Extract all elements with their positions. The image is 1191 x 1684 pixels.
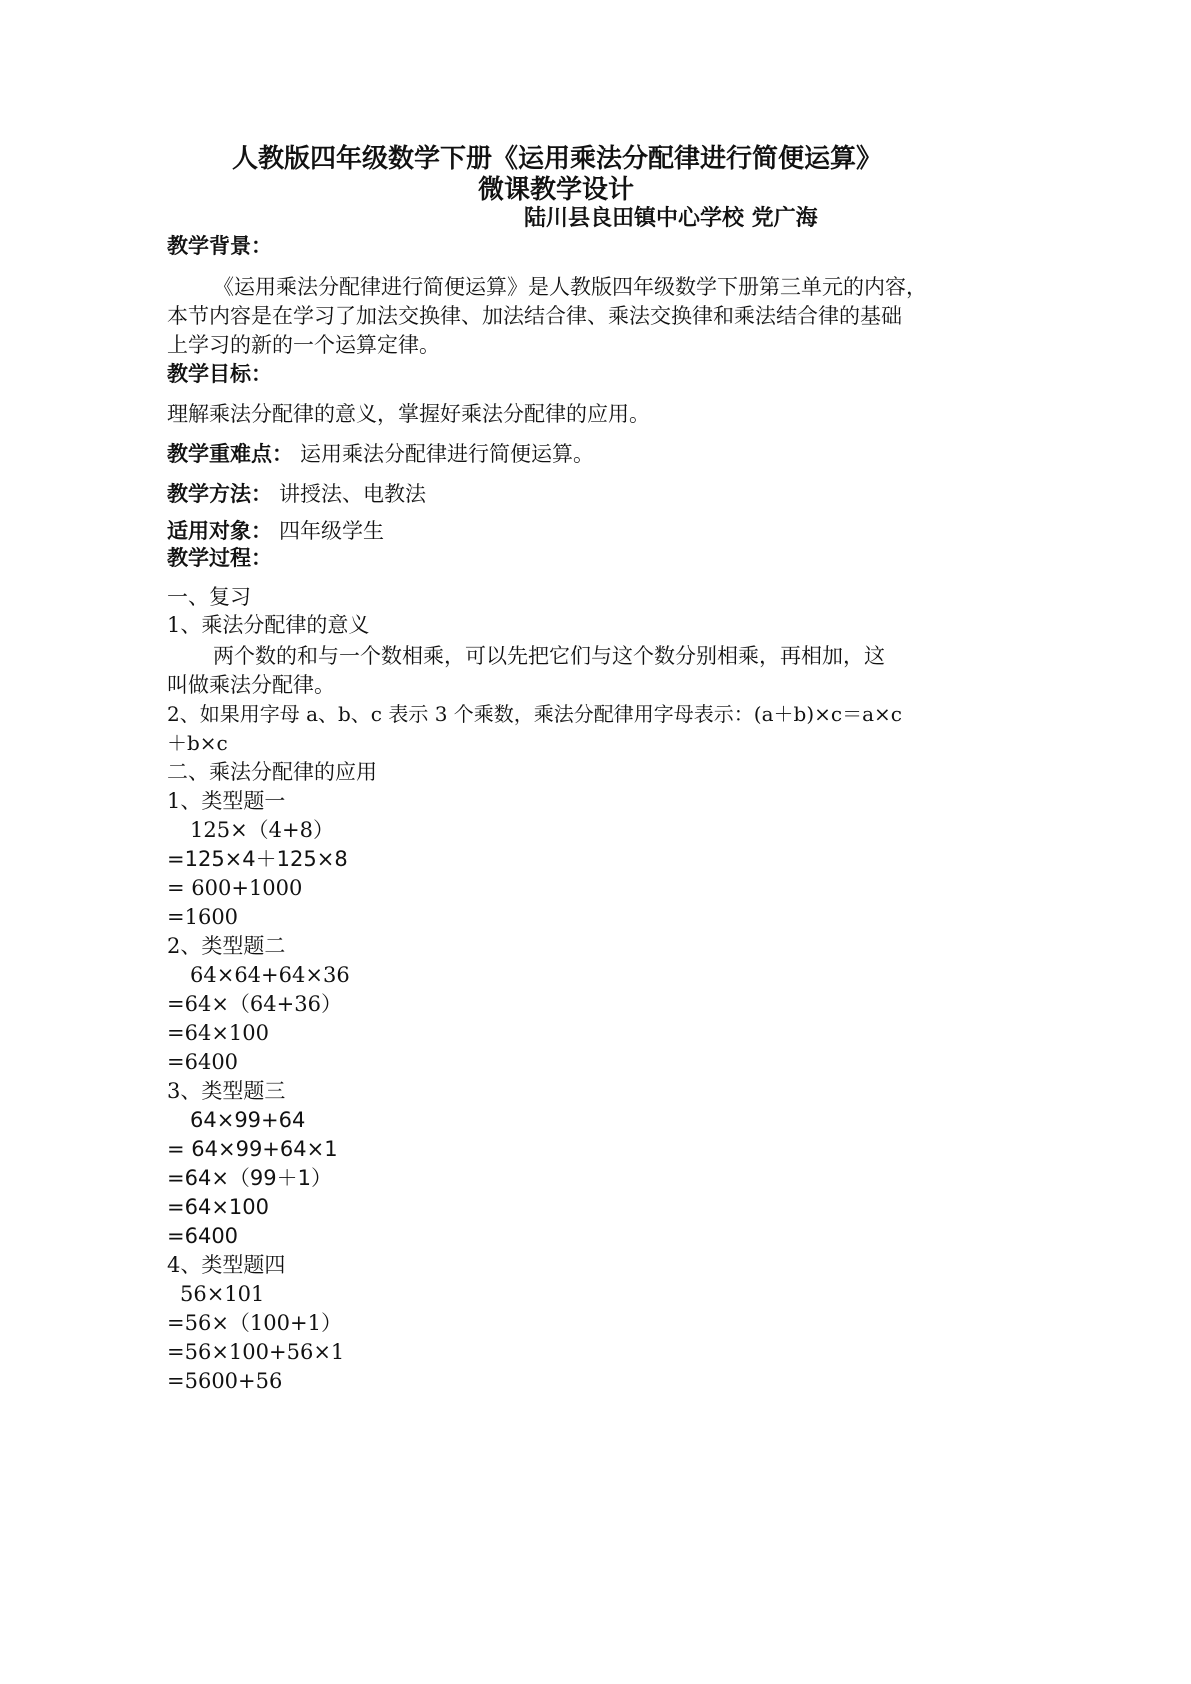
process-heading: 教学过程： — [167, 546, 272, 570]
type3-line: =64×（99＋1） — [167, 1166, 332, 1190]
type4-line: =5600+56 — [167, 1369, 283, 1393]
type2-line: =64×（64+36） — [167, 992, 342, 1016]
type3-title: 3、类型题三 — [167, 1079, 286, 1103]
background-line-2: 本节内容是在学习了加法交换律、加法结合律、乘法交换律和乘法结合律的基础 — [167, 304, 902, 328]
goal-heading: 教学目标： — [167, 362, 272, 386]
type4-line: =56×（100+1） — [167, 1311, 342, 1335]
key-point-text: 运用乘法分配律进行简便运算。 — [300, 442, 594, 466]
title-line-1: 人教版四年级数学下册《运用乘法分配律进行简便运算》 — [232, 144, 883, 174]
type3-line: = 64×99+64×1 — [167, 1137, 338, 1161]
letters-line-2: ＋b×c — [167, 731, 228, 755]
review-heading: 一、复习 — [167, 585, 251, 609]
method-text: 讲授法、电教法 — [279, 482, 426, 506]
background-line-1: 《运用乘法分配律进行简便运算》是人教版四年级数学下册第三单元的内容， — [213, 275, 927, 299]
type1-line: = 600+1000 — [167, 876, 303, 900]
type1-line: 125×（4+8） — [190, 818, 334, 842]
type2-line: 64×64+64×36 — [190, 963, 350, 987]
goal-text: 理解乘法分配律的意义，掌握好乘法分配律的应用。 — [167, 402, 650, 426]
type3-line: 64×99+64 — [190, 1108, 306, 1132]
title-line-2: 微课教学设计 — [478, 175, 635, 205]
type1-line: =125×4＋125×8 — [167, 847, 348, 871]
key-point-heading: 教学重难点： — [167, 442, 293, 466]
background-line-3: 上学习的新的一个运算定律。 — [167, 333, 440, 357]
type3-line: =64×100 — [167, 1195, 269, 1219]
meaning-line-1: 两个数的和与一个数相乘，可以先把它们与这个数分别相乘，再相加，这 — [213, 644, 885, 668]
letters-line-1: 2、如果用字母 a、b、c 表示 3 个乘数，乘法分配律用字母表示：(a＋b)×c＝a×c — [167, 702, 902, 726]
type4-line: 56×101 — [180, 1282, 265, 1306]
type4-title: 4、类型题四 — [167, 1253, 286, 1277]
author-line: 陆川县良田镇中心学校 党广海 — [524, 206, 818, 231]
meaning-line-2: 叫做乘法分配律。 — [167, 673, 335, 697]
application-heading: 二、乘法分配律的应用 — [167, 760, 377, 784]
audience-text: 四年级学生 — [279, 519, 384, 543]
type1-line: =1600 — [167, 905, 239, 929]
audience-heading: 适用对象： — [167, 519, 272, 543]
type4-line: =56×100+56×1 — [167, 1340, 345, 1364]
background-heading: 教学背景： — [167, 234, 272, 258]
type2-title: 2、类型题二 — [167, 934, 286, 958]
method-heading: 教学方法： — [167, 482, 272, 506]
type2-line: =64×100 — [167, 1021, 269, 1045]
type2-line: =6400 — [167, 1050, 239, 1074]
meaning-title: 1、乘法分配律的意义 — [167, 613, 370, 637]
type1-title: 1、类型题一 — [167, 789, 286, 813]
type3-line: =6400 — [167, 1224, 239, 1248]
